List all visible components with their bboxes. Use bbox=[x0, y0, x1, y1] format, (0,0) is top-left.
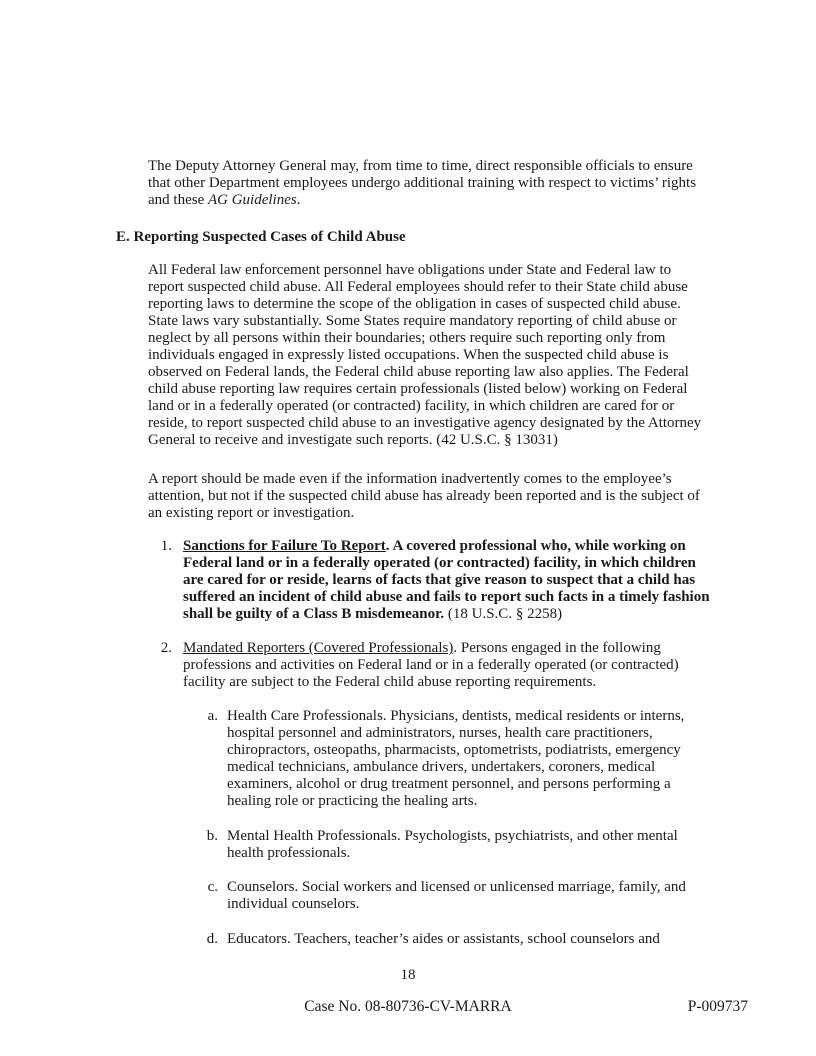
item-1-title: Sanctions for Failure To Report bbox=[183, 538, 386, 554]
subitem-b-letter: b. bbox=[206, 828, 218, 844]
item-1-number: 1. bbox=[160, 538, 172, 554]
item-2-number: 2. bbox=[160, 640, 172, 656]
subitem-d-letter: d. bbox=[206, 931, 218, 947]
body-paragraph-2: A report should be made even if the information inadvertently comes to the employee’s attention, but not if the suspected child abuse has already been reported and is the subject of an existing report or investigation. bbox=[148, 471, 700, 521]
subitem-d-text: Educators. Teachers, teacher’s aides or assistants, school counselors and bbox=[227, 931, 660, 947]
intro-text-end: . bbox=[296, 192, 301, 208]
item-2-text: . Persons engaged in the following professions and activities on Federal land or in a federally operated (or contracted) facility are subject to the Federal child abuse reporting requirements. bbox=[183, 640, 679, 690]
bates-number: P-009737 bbox=[687, 998, 748, 1015]
intro-text-start: The Deputy Attorney General may, from time to time, direct responsible officials to ensure that other Department employees undergo additional training with respect to victims’ rights and these bbox=[148, 158, 697, 208]
subitem-a-letter: a. bbox=[207, 708, 218, 724]
subitem-c-text: Counselors. Social workers and licensed or unlicensed marriage, family, and individual counselors. bbox=[227, 879, 686, 912]
subitem-c-letter: c. bbox=[207, 879, 218, 895]
item-1-bold-text: . A covered professional who, while working on Federal land or in a federally operated (or contracted) facility, in which children are cared for or reside, learns of facts that give reason to suspect that a child has suffered an incident of child abuse and fails to report such facts in a timely fashion shall be guilty of a Class B misdemeanor. bbox=[183, 538, 710, 622]
subitem-b-text: Mental Health Professionals. Psychologists, psychiatrists, and other mental health professionals. bbox=[227, 828, 678, 861]
item-2-title: Mandated Reporters (Covered Professionals) bbox=[183, 640, 454, 656]
intro-paragraph bbox=[148, 158, 708, 209]
item-1-citation: (18 U.S.C. § 2258) bbox=[444, 606, 563, 622]
intro-text-italic: AG Guidelines bbox=[207, 192, 297, 208]
page-number: 18 bbox=[400, 967, 416, 983]
item-2-body bbox=[183, 640, 713, 691]
item-1-body bbox=[183, 538, 713, 623]
body-paragraph-1: All Federal law enforcement personnel have obligations under State and Federal law to report suspected child abuse. All Federal employees should refer to their State child abuse reporting laws to determine the scope of the obligation in cases of suspected child abuse. State laws vary substantially. Some States require mandatory reporting of child abuse or neglect by all persons within their boundaries; others require such reporting only from individuals engaged in expressly listed occupations. When the suspected child abuse is observed on Federal lands, the Federal child abuse reporting law also applies. The Federal child abuse reporting law requires certain professionals (listed below) working on Federal land or in a federally operated (or contracted) facility, in which children are cared for or reside, to report suspected child abuse to an investigative agency designated by the Attorney General to receive and investigate such reports. (42 U.S.C. § 13031) bbox=[148, 262, 702, 448]
subitem-a-text: Health Care Professionals. Physicians, dentists, medical residents or interns, hospital personnel and administrators, nurses, health care practitioners, chiropractors, osteopaths, pharmacists, optometrists, podiatrists, emergency medical technicians, ambulance drivers, undertakers, coroners, medical examiners, alcohol or drug treatment personnel, and persons performing a healing role or practicing the healing arts. bbox=[227, 708, 685, 809]
section-heading: E. Reporting Suspected Cases of Child Abuse bbox=[116, 229, 406, 245]
case-number: Case No. 08-80736-CV-MARRA bbox=[304, 998, 512, 1015]
